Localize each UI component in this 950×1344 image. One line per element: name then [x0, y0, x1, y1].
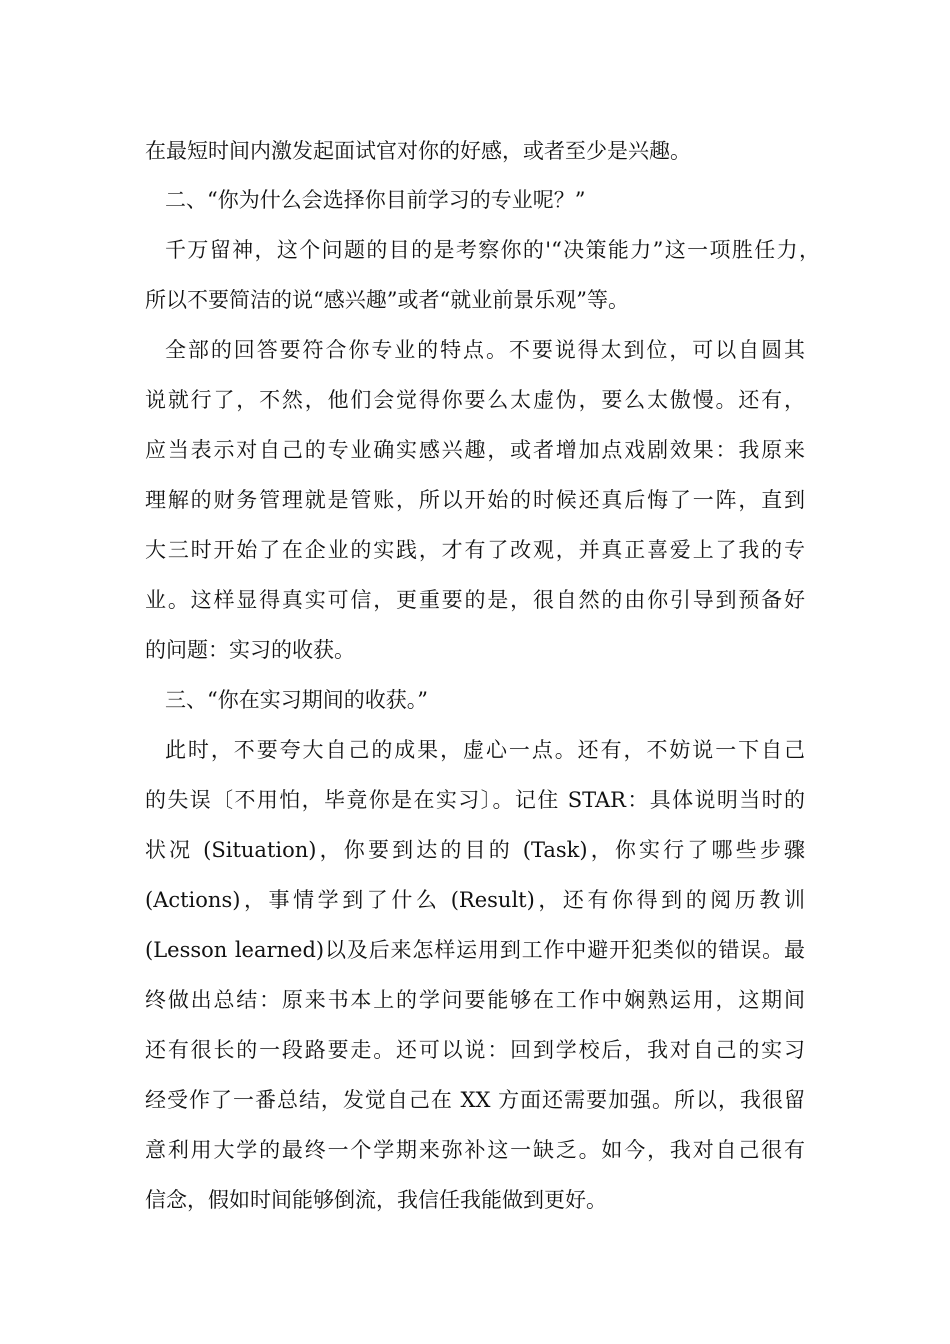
text-line: 的失误〔不用怕，毕竟你是在实习〕。记住 STAR：具体说明当时的: [145, 788, 805, 812]
text-line: 所以不要简洁的说“感兴趣”或者“就业前景乐观”等。: [145, 288, 629, 312]
text-line: (Lesson learned)以及后来怎样运用到工作中避开犯类似的错误。最: [145, 938, 805, 962]
text-line: 信念，假如时间能够倒流，我信任我能做到更好。: [145, 1188, 607, 1212]
text-line: 终做出总结：原来书本上的学问要能够在工作中娴熟运用，这期间: [145, 988, 805, 1012]
text-line: 的问题：实习的收获。: [145, 638, 355, 662]
text-line: 业。这样显得真实可信，更重要的是，很自然的由你引导到预备好: [145, 588, 805, 612]
text-line: 说就行了，不然，他们会觉得你要么太虚伪，要么太傲慢。还有，: [145, 388, 805, 412]
section-heading: 二、“你为什么会选择你目前学习的专业呢？”: [165, 188, 586, 212]
text-line: 意利用大学的最终一个学期来弥补这一缺乏。如今，我对自己很有: [145, 1138, 805, 1162]
text-line: 此时，不要夸大自己的成果，虚心一点。还有，不妨说一下自己: [165, 738, 805, 762]
text-line: 状况 (Situation)，你要到达的目的 (Task)，你实行了哪些步骤: [145, 838, 805, 862]
section-heading: 三、“你在实习期间的收获。”: [165, 688, 428, 712]
text-line: 经受作了一番总结，发觉自己在 XX 方面还需要加强。所以，我很留: [145, 1088, 805, 1112]
text-line: 千万留神，这个问题的目的是考察你的'“决策能力”这一项胜任力，: [165, 238, 820, 262]
text-line: 在最短时间内激发起面试官对你的好感，或者至少是兴趣。: [145, 139, 691, 163]
text-line: 理解的财务管理就是管账，所以开始的时候还真后悔了一阵，直到: [145, 488, 805, 512]
text-line: 还有很长的一段路要走。还可以说：回到学校后，我对自己的实习: [145, 1038, 805, 1062]
text-line: 全部的回答要符合你专业的特点。不要说得太到位，可以自圆其: [165, 338, 805, 362]
text-line: 应当表示对自己的专业确实感兴趣，或者增加点戏剧效果：我原来: [145, 438, 805, 462]
text-line: 大三时开始了在企业的实践，才有了改观，并真正喜爱上了我的专: [145, 538, 805, 562]
text-line: (Actions)，事情学到了什么 (Result)，还有你得到的阅历教训: [145, 888, 805, 912]
